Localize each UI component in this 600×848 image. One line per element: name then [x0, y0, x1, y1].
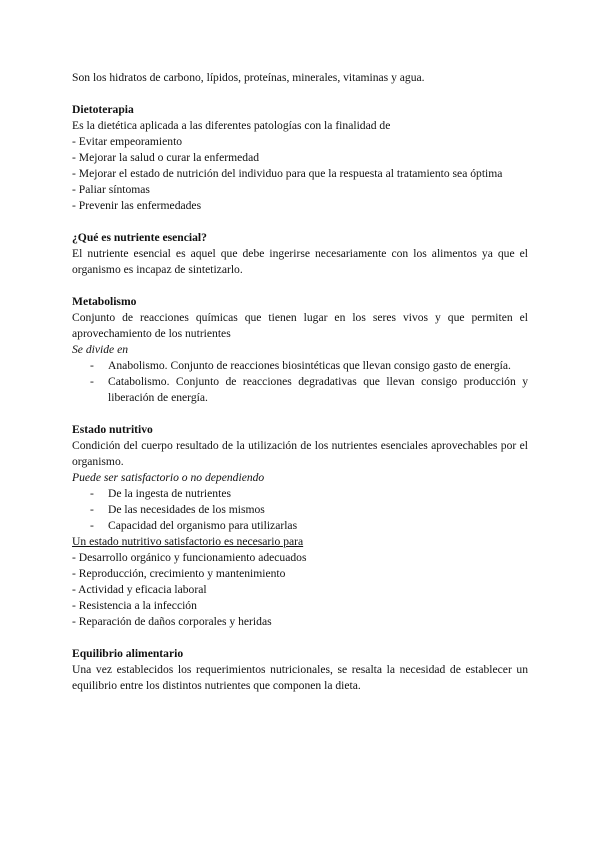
list-item: - Mejorar la salud o curar la enfermedad [72, 150, 528, 166]
document-content [72, 70, 528, 694]
section-dietoterapia [72, 102, 528, 214]
section-nutriente-esencial [72, 230, 528, 278]
section-estado-nutritivo [72, 422, 528, 630]
section-heading: Dietoterapia [72, 103, 134, 116]
spacer [72, 630, 528, 646]
intro-paragraph: Son los hidratos de carbono, lípidos, proteínas, minerales, vitaminas y agua. [72, 71, 425, 84]
section-subtitle: Puede ser satisfactorio o no dependiendo [72, 471, 265, 484]
section-body: Es la dietética aplicada a las diferentes patologías con la finalidad de [72, 119, 391, 132]
dash-list [72, 134, 528, 214]
section-heading: ¿Qué es nutriente esencial? [72, 231, 207, 244]
indented-list [72, 486, 528, 534]
section-metabolismo [72, 294, 528, 406]
section-body: Una vez establecidos los requerimientos nutricionales, se resalta la necesidad de establecer un equilibrio entre los distintos nutrientes que componen la dieta. [72, 663, 528, 692]
spacer [72, 86, 528, 102]
list-item: - Actividad y eficacia laboral [72, 582, 528, 598]
list-item: - Prevenir las enfermedades [72, 198, 528, 214]
section-equilibrio-alimentario [72, 646, 528, 694]
section-heading: Estado nutritivo [72, 423, 153, 436]
list-item: - Paliar síntomas [72, 182, 528, 198]
list-item: - De la ingesta de nutrientes [72, 486, 528, 502]
list-item: - Reparación de daños corporales y heridas [72, 614, 528, 630]
spacer [72, 406, 528, 422]
list-item: - Mejorar el estado de nutrición del individuo para que la respuesta al tratamiento sea óptima [72, 166, 528, 182]
dash-list [72, 550, 528, 630]
section-heading: Metabolismo [72, 295, 137, 308]
list-item: - Anabolismo. Conjunto de reacciones biosintéticas que llevan consigo gasto de energía. [72, 358, 528, 374]
list-item: - De las necesidades de los mismos [72, 502, 528, 518]
section-subtitle: Se divide en [72, 343, 129, 356]
section-heading: Equilibrio alimentario [72, 647, 184, 660]
underlined-subtitle: Un estado nutritivo satisfactorio es necesario para [72, 535, 304, 548]
list-item: - Capacidad del organismo para utilizarlas [72, 518, 528, 534]
section-body: El nutriente esencial es aquel que debe ingerirse necesariamente con los alimentos ya que el organismo es incapaz de sintetizarlo. [72, 247, 528, 276]
section-body: Conjunto de reacciones químicas que tienen lugar en los seres vivos y que permiten el aprovechamiento de los nutrientes [72, 311, 528, 340]
indented-list [72, 358, 528, 406]
section-body: Condición del cuerpo resultado de la utilización de los nutrientes esenciales aprovechables por el organismo. [72, 439, 528, 468]
list-item: - Reproducción, crecimiento y mantenimiento [72, 566, 528, 582]
list-item: - Desarrollo orgánico y funcionamiento adecuados [72, 550, 528, 566]
spacer [72, 214, 528, 230]
list-item: - Resistencia a la infección [72, 598, 528, 614]
list-item: - Catabolismo. Conjunto de reacciones degradativas que llevan consigo producción y liberación de energía. [72, 374, 528, 406]
spacer [72, 278, 528, 294]
list-item: - Evitar empeoramiento [72, 134, 528, 150]
